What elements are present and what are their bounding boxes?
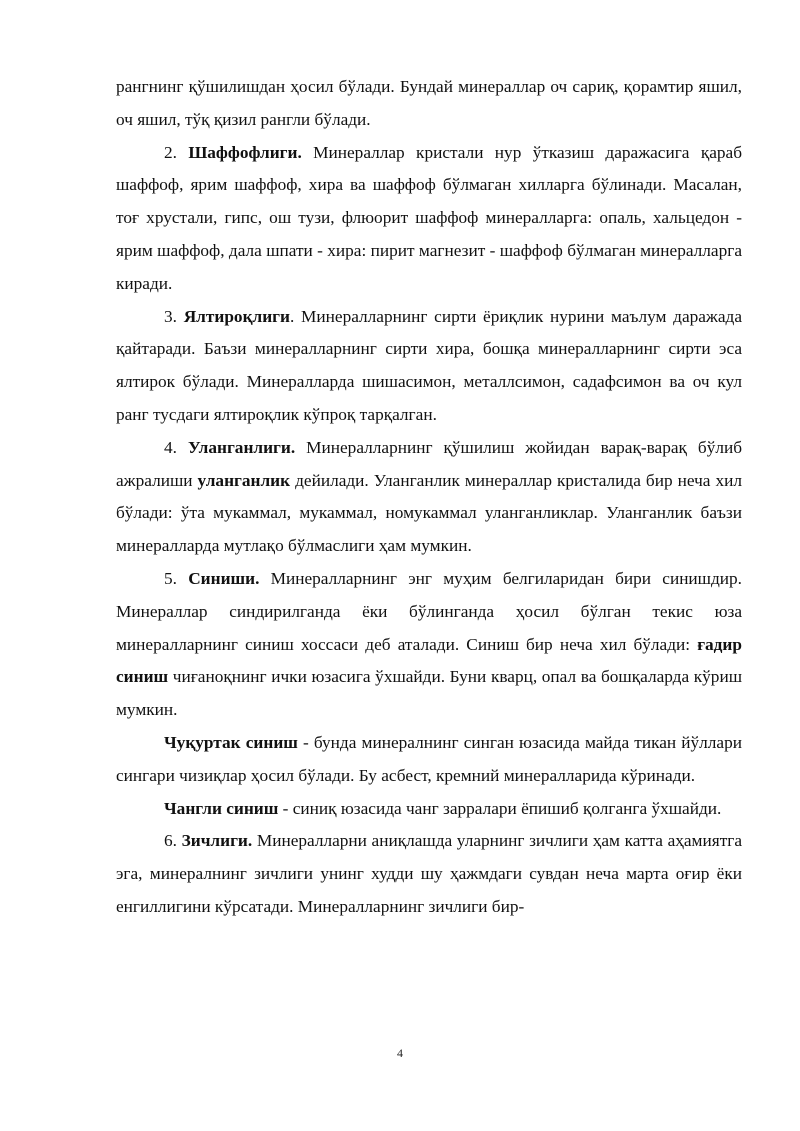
item-number: 6. xyxy=(164,831,182,851)
paragraph-text: дейилади. Уланганлик минераллар кристалида бир неча хил бўлади: ўта мукаммал, мукаммал, номукаммал уланганликлар. Уланганлик баъзи минералларда мутлақо бўлмаслиги ҳам мумкин. xyxy=(116,470,743,556)
item-number: 4. xyxy=(164,437,188,457)
paragraph-hackly-fracture xyxy=(116,727,742,793)
item-number: 3. xyxy=(164,306,184,326)
term-heading: Зичлиги. xyxy=(181,831,253,851)
term-heading: Шаффофлиги. xyxy=(188,142,302,162)
paragraph-text: Минералларнинг энг муҳим белгиларидан бири синишдир. Минераллар синдирилганда ёки бўлинганда ҳосил бўлган текис юза минералларнинг синиш хоссаси деб аталади. Синиш бир неча хил бўлади: xyxy=(116,568,742,654)
term-heading: Чуқуртак синиш xyxy=(164,732,298,752)
paragraph-earthy-fracture xyxy=(116,793,742,826)
term-heading: Чангли синиш xyxy=(164,798,279,818)
paragraph-text: Минералларнинг қўшилиш жойидан варақ-варақ бўлиб ажралиши xyxy=(116,437,743,490)
item-number: 5. xyxy=(164,568,189,588)
paragraph-text: - бунда минералнинг синган юзасида майда тикан йўллари сингари чизиқлар ҳосил бўлади. Бу асбест, кремний минералларида кўринади. xyxy=(116,732,742,785)
paragraph-text: . Минералларнинг сирти ёриқлик нурини маълум даражада қайтаради. Баъзи минералларнинг сирти хира, бошқа минералларнинг сирти эса ялтирок бўлади. Минералларда шишасимон, металлсимон, садафсимон ва оч кул ранг тусдаги ялтироқлик кўпроқ тарқалган. xyxy=(116,306,743,424)
term-heading: Уланганлиги. xyxy=(187,437,296,457)
page-number: 4 xyxy=(397,1046,403,1060)
paragraph-fracture xyxy=(116,563,742,727)
paragraph-text: - синиқ юзасида чанг зарралари ёпишиб қолганга ўхшайди. xyxy=(278,798,722,818)
paragraph-text: чиғаноқнинг ички юзасига ўхшайди. Буни кварц, опал ва бошқаларда кўриш мумкин. xyxy=(116,667,742,720)
page-body xyxy=(116,71,742,924)
term-heading: Синиши. xyxy=(188,568,260,588)
paragraph-density xyxy=(116,825,742,923)
paragraph-text: Минералларни аниқлашда уларнинг зичлиги ҳам катта аҳамиятга эга, минералнинг зичлиги унинг худди шу ҳажмдаги сувдан неча марта оғир ёки енгиллигини кўрсатади. Минералларнинг зичлиги бир- xyxy=(116,831,743,916)
term-inline: уланганлик xyxy=(197,470,291,490)
term-inline: ғадир синиш xyxy=(116,634,742,687)
item-number: 2. xyxy=(164,142,189,162)
paragraph-cleavage xyxy=(116,432,742,563)
paragraph-color-continued xyxy=(116,71,742,137)
paragraph-luster xyxy=(116,301,742,432)
paragraph-transparency xyxy=(116,137,742,301)
term-heading: Ялтироқлиги xyxy=(183,306,290,326)
paragraph-text: Минераллар кристали нур ўтказиш даражасига қараб шаффоф, ярим шаффоф, хира ва шаффоф бўлмаган хилларга бўлинади. Масалан, тоғ хрустали, гипс, ош тузи, флюорит шаффоф минералларга: опаль, хальцедон - ярим шаффоф, дала шпати - хира: пирит магнезит - шаффоф бўлмаган минералларга киради. xyxy=(116,142,742,293)
paragraph-text: рангнинг қўшилишдан ҳосил бўлади. Бундай минераллар оч сариқ, қорамтир яшил, оч яшил, тўқ қизил рангли бўлади. xyxy=(116,77,742,129)
